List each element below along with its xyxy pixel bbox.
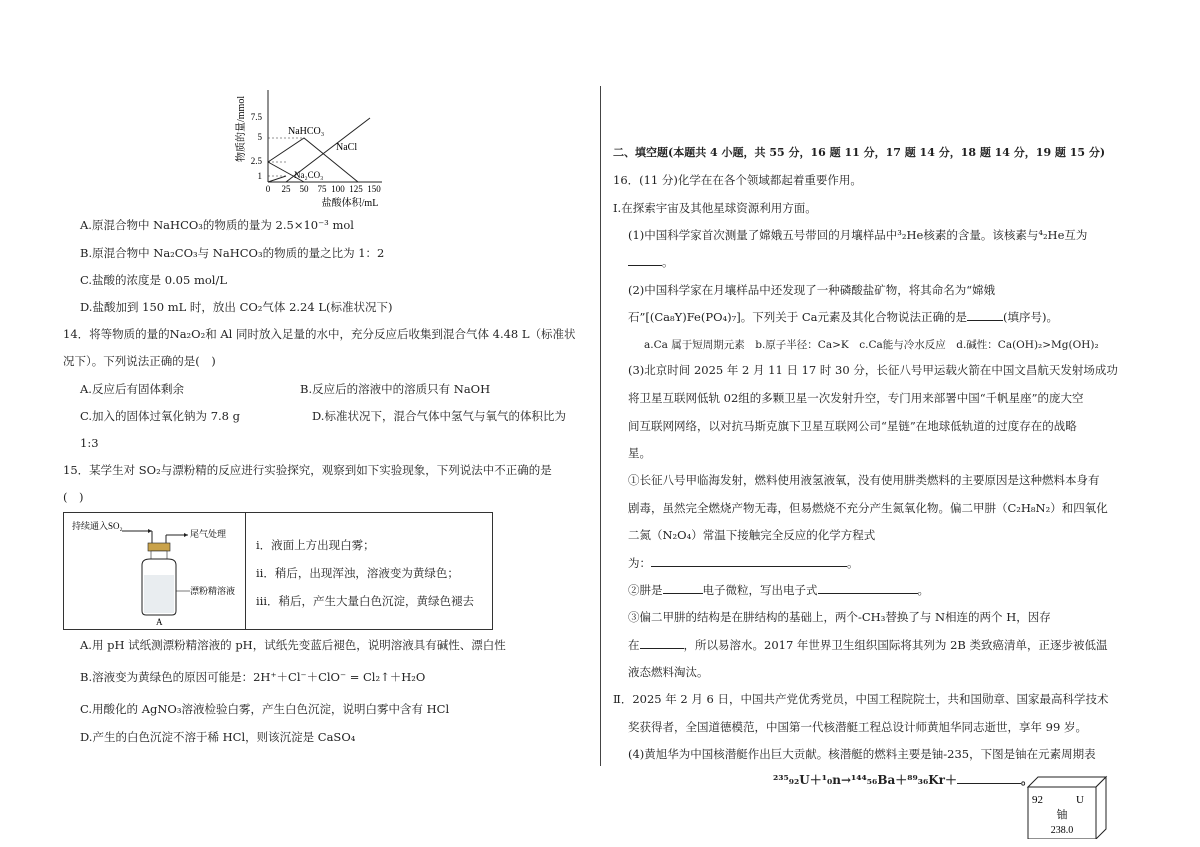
- column-divider: [600, 86, 601, 766]
- q15-option-d: D.产生的白色沉淀不溶于稀 HCl，则该沉淀是 CaSO₄: [80, 730, 356, 744]
- q14-option-d: D.标准状况下，混合气体中氢气与氧气的体积比为: [312, 409, 566, 423]
- q14-stem: 14．将等物质的量的Na₂O₂和 Al 同时放入足量的水中，充分反应后收集到混合气体 4.48 L（标准状: [63, 327, 576, 341]
- x-tick-label: 125: [349, 184, 363, 194]
- q13-option-a: A.原混合物中 NaHCO₃的物质的量为 2.5×10⁻³ mol: [80, 218, 354, 232]
- q16-3-c1: ①长征八号甲临海发射，燃料使用液氢液氧，没有使用肼类燃料的主要原因是这种燃料本身有: [628, 473, 1100, 487]
- answer-blank[interactable]: [967, 309, 1003, 321]
- part2-cont: 奖获得者，全国道德模范，中国第一代核潜艇工程总设计师黄旭华同志逝世，享年 99 岁。: [628, 720, 1087, 734]
- section-title: 二、填空题(本题共 4 小题，共 55 分，16 题 11 分，17 题 14 分，18 题 14 分，19 题 15 分): [613, 146, 1106, 159]
- q13-option-d: D.盐酸加到 150 mL 时，放出 CO₂气体 2.24 L(标准状况下): [80, 300, 393, 314]
- solution-label: 漂粉精溶液: [190, 586, 236, 596]
- q16-3-c1-cont-1: 剧毒，虽然完全燃烧产物无毒，但易燃烧不充分产生氮氧化物。偏二甲肼（C₂H₈N₂）和四氧化: [628, 501, 1108, 515]
- observation-3: ⅲ．稍后，产生大量白色沉淀，黄绿色褪去: [256, 594, 475, 608]
- answer-blank[interactable]: [651, 555, 847, 567]
- table-divider: [245, 513, 246, 629]
- q16-3-cont-2: 间互联网网络，以对抗马斯克旗下卫星互联网公司“星链”在地球低轨道的过度存在的战略: [628, 419, 1077, 433]
- answer-blank[interactable]: [957, 772, 1021, 784]
- q14-stem-cont: 况下）。下列说法正确的是( ): [63, 354, 216, 368]
- q16-1: (1)中国科学家首次测量了嫦娥五号带回的月壤样品中³₂He核素的含量。该核素与⁴₂He互为: [628, 228, 1088, 242]
- q16-3-c3-cont: 在 ，所以易溶水。2017 年世界卫生组织国际将其列为 2B 类致癌清单，正逐步被低温: [628, 638, 1108, 652]
- q16-3-c1-answer: 为： 。: [628, 556, 859, 570]
- q16-2-cont: 石”[(Ca₈Y)Fe(PO₄)₇]。下列关于 Ca元素及其化合物说法正确的是 (填序号)。: [628, 310, 1058, 324]
- y-tick-label: 1: [257, 171, 262, 181]
- q15-option-b: B.溶液变为黄绿色的原因可能是：2H⁺＋Cl⁻＋ClO⁻ = Cl₂↑＋H₂O: [80, 670, 426, 684]
- inlet-label: 持续通入SO₂: [72, 521, 123, 531]
- y-axis-label: 物质的量/mmol: [236, 95, 247, 162]
- element-name: 铀: [1056, 808, 1068, 821]
- gas-bottle-diagram: [64, 513, 245, 629]
- q16-3-cont-3: 星。: [628, 446, 651, 460]
- q16-3-c2: ②肼是 电子微粒，写出电子式 。: [628, 583, 929, 597]
- uranium-element-card: [1024, 773, 1108, 839]
- q15-stem: 15．某学生对 SO₂与漂粉精的反应进行实验探究，观察到如下实验现象，下列说法中不正确的是: [63, 463, 552, 477]
- answer-blank[interactable]: [628, 254, 662, 266]
- q16-4: (4)黄旭华为中国核潜艇作出巨大贡献。核潜艇的燃料主要是铀-235，下图是铀在元素周期表: [628, 747, 1096, 761]
- x-tick-label: 0: [265, 184, 271, 194]
- y-tick-label: 5: [257, 132, 262, 142]
- q15-stem-cont: ( ): [63, 490, 84, 504]
- q16-2: (2)中国科学家在月壤样品中还发现了一种磷酸盐矿物，将其命名为“嫦娥: [628, 283, 996, 297]
- observation-2: ⅱ．稍后，出现浑浊，溶液变为黄绿色；: [256, 566, 459, 580]
- x-tick-label: 75: [317, 184, 327, 194]
- series-label-nahco3: NaHCO₃: [288, 126, 325, 137]
- nuclear-equation: ²³⁵₉₂U＋¹₀n→¹⁴⁴₅₆Ba＋⁸⁹₃₆Kr＋ 。: [773, 773, 1034, 787]
- q14-option-d-cont: 1:3: [80, 436, 99, 450]
- answer-blank[interactable]: [818, 582, 918, 594]
- q16-stem: 16．(11 分)化学在在各个领域都起着重要作用。: [613, 173, 862, 187]
- experiment-table: [63, 512, 493, 630]
- q14-option-a: A.反应后有固体剩余: [80, 382, 184, 396]
- q16-1-answer: 。: [628, 254, 674, 270]
- q14-option-c: C.加入的固体过氧化钠为 7.8 g: [80, 409, 241, 423]
- q15-option-a: A.用 pH 试纸测漂粉精溶液的 pH，试纸先变蓝后褪色，说明溶液具有碱性、漂白性: [80, 638, 506, 652]
- outlet-label: 尾气处理: [190, 529, 227, 539]
- q16-3-cont-1: 将卫星互联网低轨 02组的多颗卫星一次发射升空，专门用来部署中国“千帆星座”的庞大空: [628, 391, 1084, 405]
- x-tick-label: 100: [331, 184, 345, 194]
- mole-vs-acid-chart: [232, 84, 392, 212]
- flask-label: A: [156, 617, 163, 627]
- x-tick-label: 25: [281, 184, 291, 194]
- answer-blank[interactable]: [663, 582, 703, 594]
- q13-option-c: C.盐酸的浓度是 0.05 mol/L: [80, 273, 227, 287]
- atomic-mass: 238.0: [1050, 825, 1074, 836]
- x-axis-label: 盐酸体积/mL: [321, 198, 379, 209]
- q14-option-b: B.反应后的溶液中的溶质只有 NaOH: [300, 382, 491, 396]
- element-symbol: U: [1076, 794, 1084, 806]
- q16-3-c1-cont-2: 二氮（N₂O₄）常温下接触完全反应的化学方程式: [628, 528, 876, 542]
- q13-option-b: B.原混合物中 Na₂CO₃与 NaHCO₃的物质的量之比为 1：2: [80, 246, 385, 260]
- part1-title: Ⅰ.在探索宇宙及其他星球资源利用方面。: [613, 201, 817, 215]
- atomic-number: 92: [1032, 794, 1043, 806]
- q16-3: (3)北京时间 2025 年 2 月 11 日 17 时 30 分，长征八号甲运载火箭在中国文昌航天发射场成功: [628, 363, 1118, 377]
- x-tick-label: 50: [299, 184, 309, 194]
- series-label-nacl: NaCl: [336, 142, 358, 153]
- x-tick-label: 150: [367, 184, 381, 194]
- y-tick-label: 2.5: [250, 156, 262, 166]
- y-tick-label: 7.5: [250, 112, 262, 122]
- q16-3-c3-cont-2: 液态燃料淘汰。: [628, 665, 709, 679]
- observation-1: ⅰ．液面上方出现白雾；: [256, 538, 375, 552]
- series-label-na2co3: Na₂CO₃: [294, 170, 324, 180]
- q15-option-c: C.用酸化的 AgNO₃溶液检验白雾，产生白色沉淀，说明白雾中含有 HCl: [80, 702, 450, 716]
- q16-2-options: a.Ca 属于短周期元素 b.原子半径：Ca>K c.Ca能与冷水反应 d.碱性：Ca(OH)₂>Mg(OH)₂: [644, 339, 1099, 351]
- answer-blank[interactable]: [640, 637, 684, 649]
- q16-3-c3: ③偏二甲肼的结构是在肼结构的基础上，两个-CH₃替换了与 N相连的两个 H，因存: [628, 610, 1051, 624]
- part2-title: Ⅱ．2025 年 2 月 6 日，中国共产党优秀党员，中国工程院院士，共和国勋章、国家最高科学技术: [613, 692, 1109, 706]
